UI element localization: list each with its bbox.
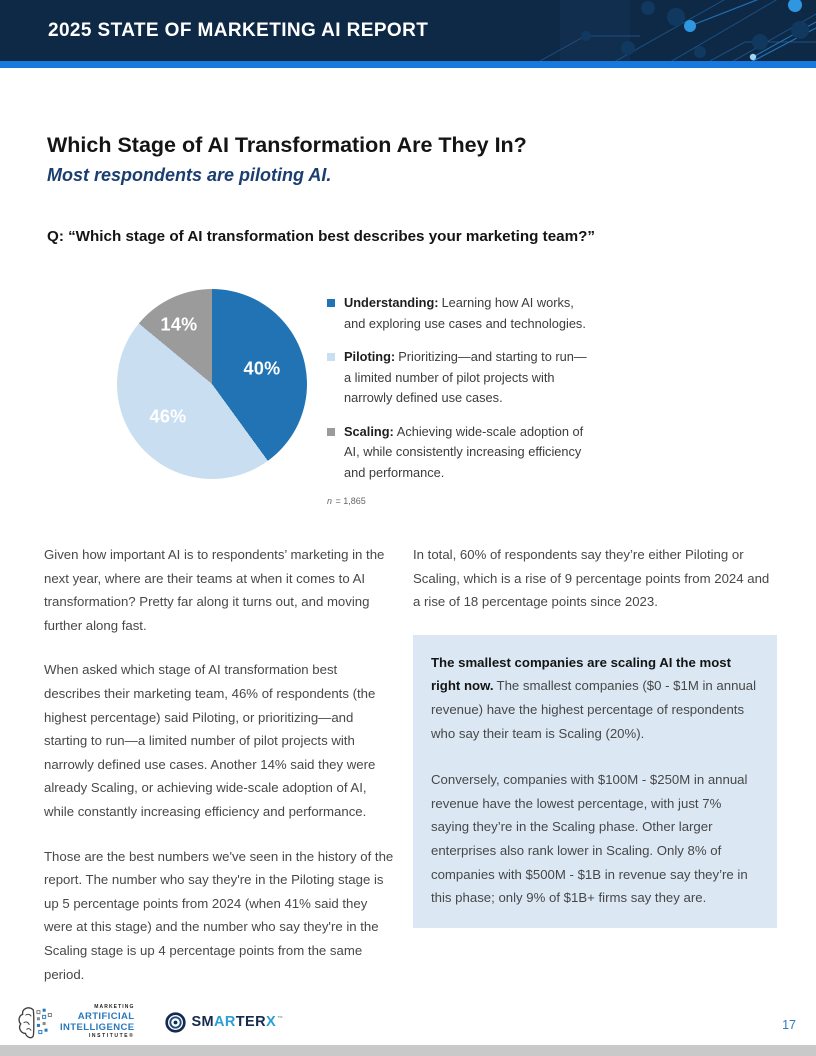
callout-paragraph (431, 651, 759, 745)
body-left-column (44, 543, 396, 1007)
paragraph: Given how important AI is to respondents’ marketing in the next year, where are their teams at when it comes to AI transformation? Pretty far along it turns out, and moving further along fast. (44, 547, 385, 633)
body-right-column (413, 543, 777, 928)
callout-box (413, 635, 777, 928)
pie-slice-label-piloting: 46% (149, 406, 187, 427)
legend-item-scaling (327, 422, 591, 484)
callout-text: The smallest companies ($0 - $1M in annual revenue) have the highest percentage of respondents who say their team is Scaling (20%). (431, 678, 756, 741)
footer (16, 1000, 283, 1044)
legend-text (344, 347, 591, 409)
survey-question: Q: “Which stage of AI transformation best describes your marketing team?” (47, 228, 595, 245)
paragraph: In total, 60% of respondents say they’re either Piloting or Scaling, which is a rise of 9 percentage points from 2024 and a rise of 18 percentage points since 2023. (413, 547, 770, 610)
accent-bar (0, 61, 816, 68)
legend-label: Understanding: (344, 295, 439, 310)
page-number: 17 (782, 1018, 796, 1032)
paragraph: Those are the best numbers we've seen in the history of the report. The number who say they're in the Piloting stage is up 5 percentage points from 2024 (when 41% said they were at this stage) and the number who say they're in the Scaling stage is up 4 percentage points from the same period. (44, 848, 394, 982)
legend-swatch-scaling-icon (327, 428, 335, 436)
bottom-bar (0, 1045, 816, 1056)
sample-size-note: n = 1,865 (327, 496, 366, 506)
brain-icon (16, 1002, 54, 1042)
legend-swatch-piloting-icon (327, 353, 335, 361)
maii-wordmark: MARKETING ARTIFICIAL INTELLIGENCE INSTITUTE® (60, 1004, 135, 1039)
pie-slice-label-scaling: 14% (160, 314, 198, 335)
legend-label: Scaling: (344, 423, 394, 439)
report-title: 2025 STATE OF MARKETING AI REPORT (48, 19, 429, 41)
legend-desc: Achieving wide-scale adoption of AI, while consistently increasing efficiency and performance. (344, 423, 584, 480)
legend-text (344, 293, 591, 334)
legend-desc: Learning how AI works, and exploring use cases and technologies. (344, 295, 586, 331)
smarterx-rings-icon (164, 1011, 187, 1034)
page-title: Which Stage of AI Transformation Are They In? (47, 133, 527, 157)
report-header (0, 0, 816, 61)
pie-chart (117, 289, 307, 479)
smarterx-logo (164, 1011, 283, 1034)
legend-swatch-understanding-icon (327, 299, 335, 307)
legend-desc: Prioritizing—and starting to run—a limited number of pilot projects with narrowly defined use cases. (344, 349, 587, 405)
chart-legend (327, 293, 591, 506)
legend-item-piloting (327, 347, 591, 409)
callout-paragraph: Conversely, companies with $100M - $250M in annual revenue have the lowest percentage, with just 7% saying they’re in the Scaling phase. Other larger enterprises also rank lower in Scaling. Only 8% of companies with $500M - $1B in revenue say they’re in this phase; only 9% of $1B+ firms say they are. (431, 772, 748, 906)
legend-text (344, 422, 591, 484)
callout-title: The smallest companies are scaling AI the most right now. (431, 654, 731, 694)
maii-logo (16, 1002, 134, 1042)
page-subtitle: Most respondents are piloting AI. (47, 165, 332, 185)
pie-slice-label-understanding: 40% (243, 358, 281, 379)
trademark-symbol: ™ (277, 1016, 284, 1023)
legend-item-understanding (327, 293, 591, 334)
smarterx-wordmark: SMARTERX™ (191, 1014, 284, 1030)
paragraph: When asked which stage of AI transformation best describes their marketing team, 46% of respondents (the highest percentage) said Piloting, or prioritizing—and starting to run—a limited number of pilot projects with narrowly defined use cases. Another 14% said they were already Scaling, or achieving wide-scale adoption of AI, while constantly increasing efficiency and performance. (44, 662, 376, 819)
legend-label: Piloting: (344, 349, 396, 364)
